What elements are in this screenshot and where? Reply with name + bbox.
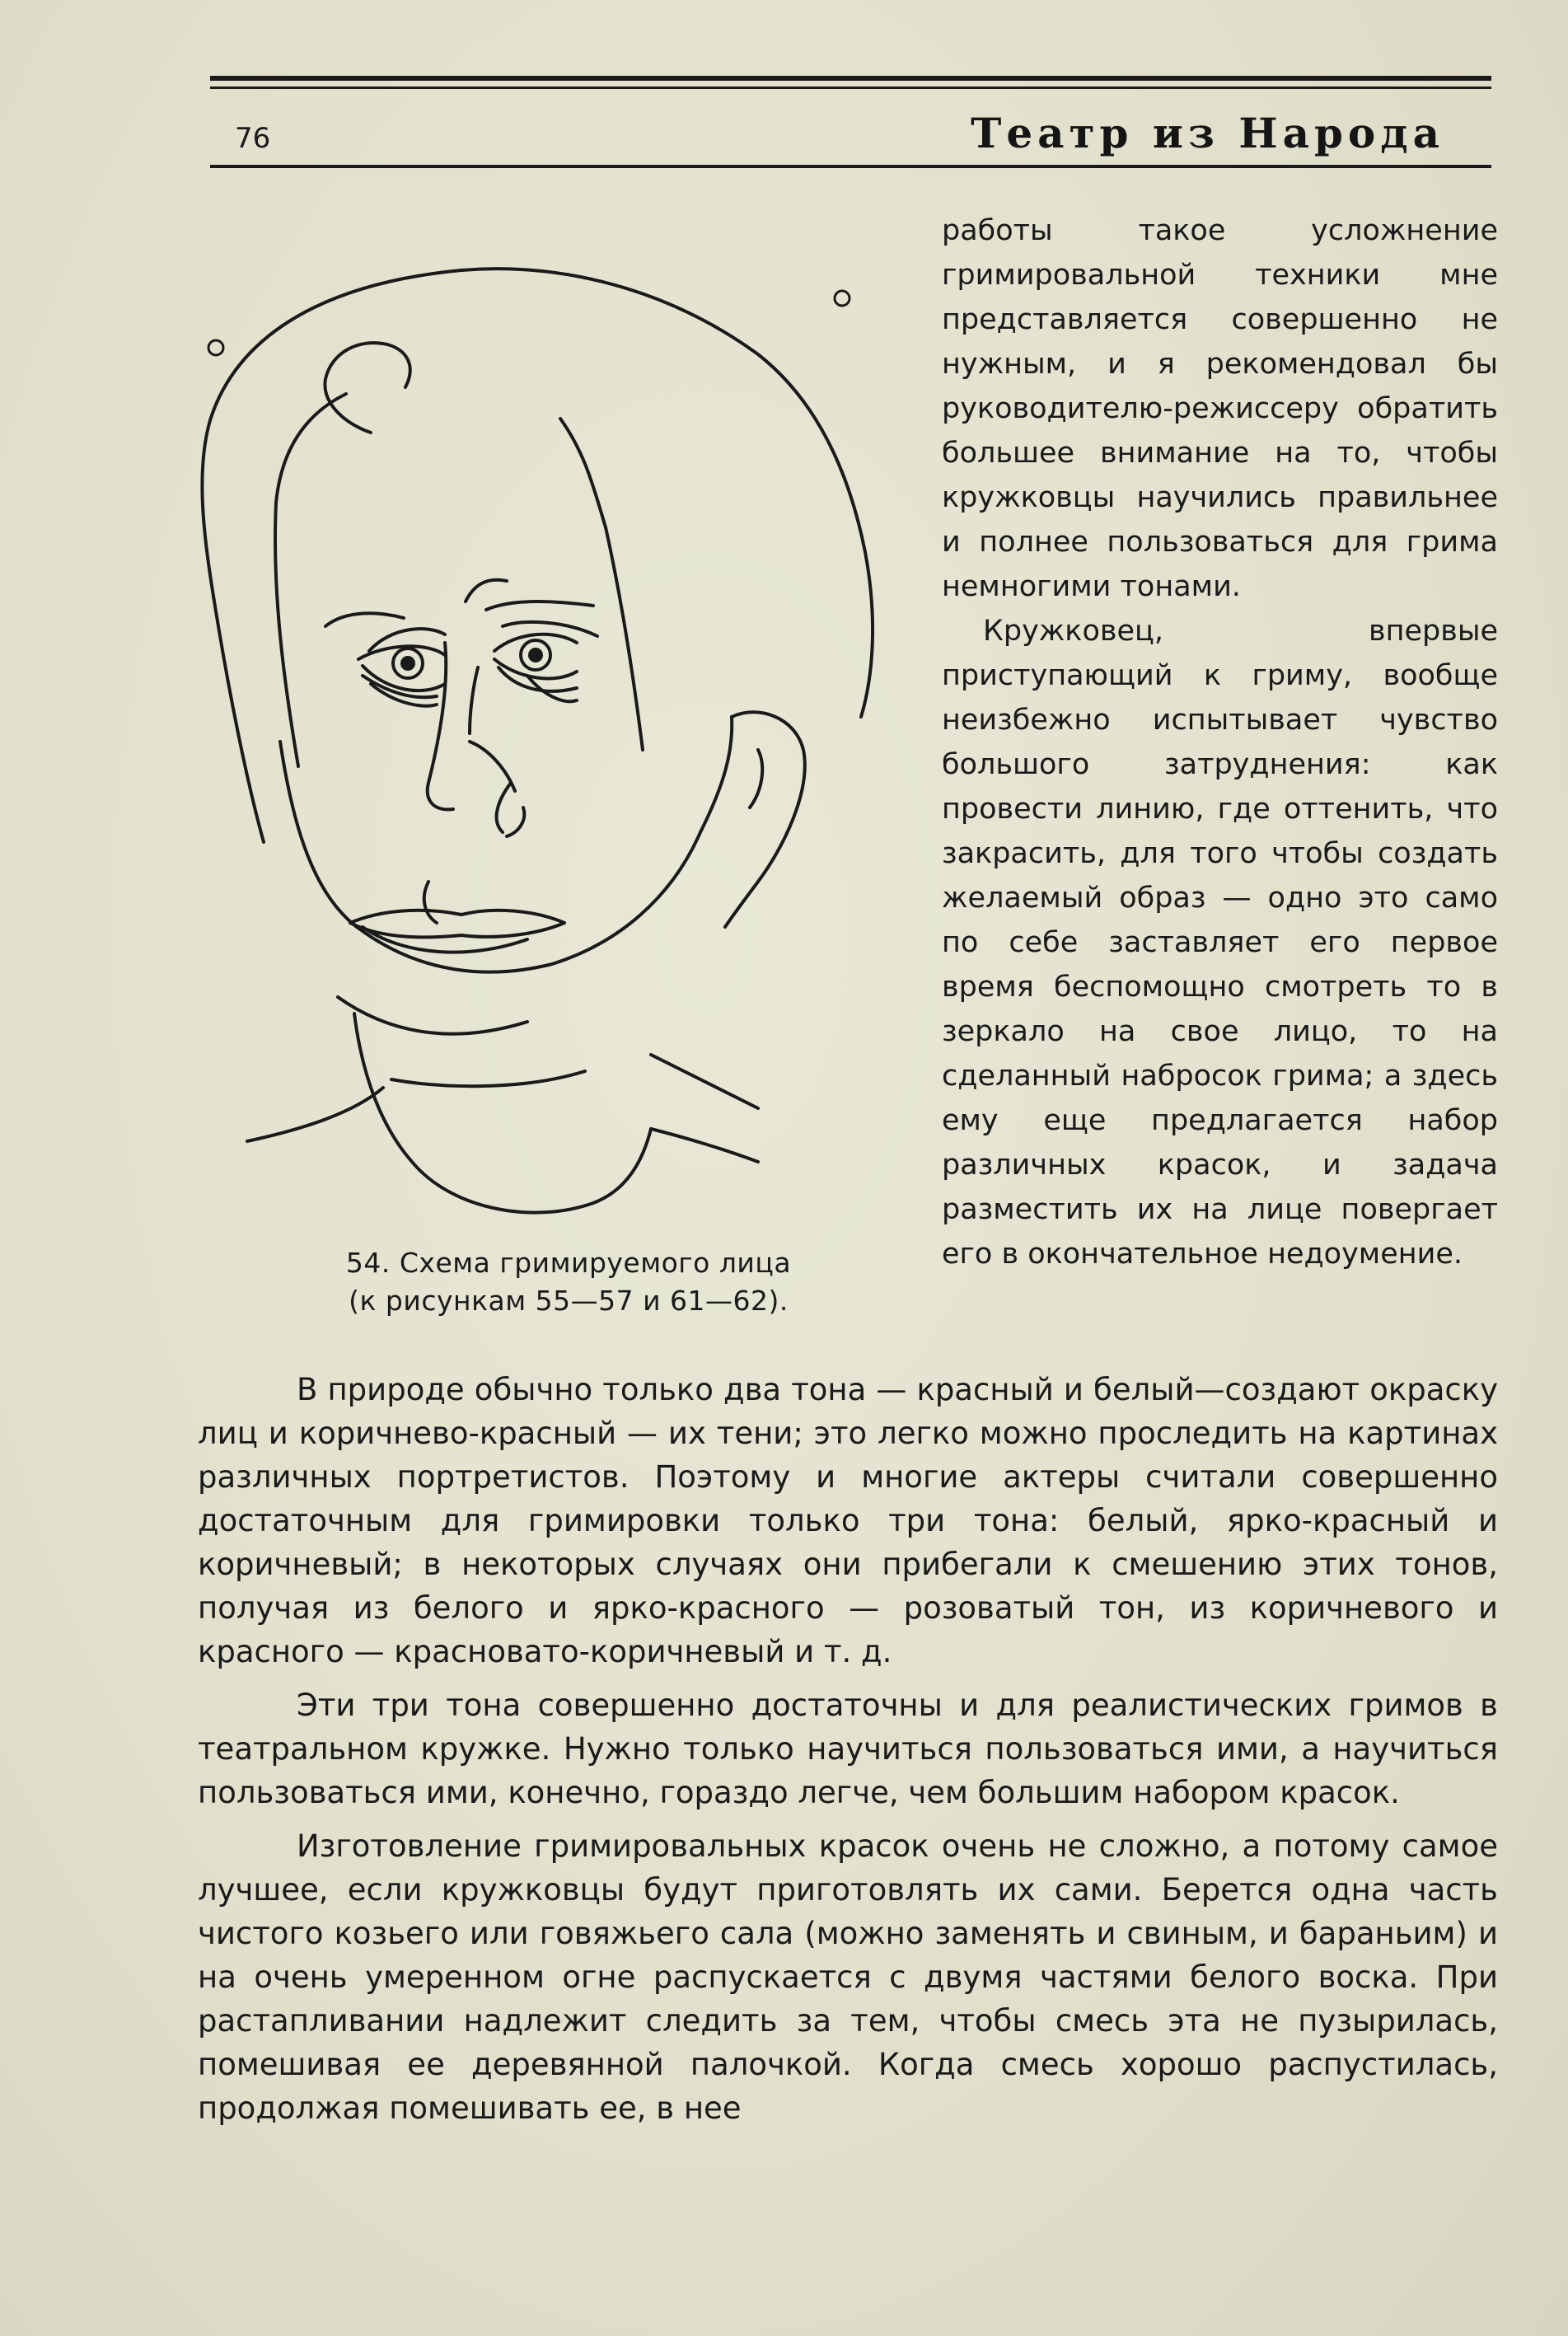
body-paragraph-2: Эти три тона совершенно достаточны и для реалистических гримов в театральном кружке. Нужно только научиться пользоваться ими, а научиться пользоваться ими, конечно, гораздо легче, чем большим набором красок. — [198, 1688, 1498, 1810]
column-paragraph-2: Кружковец, впервые приступающий к гриму, вообще неизбежно испытывает чувство большого затруднения: как провести линию, где оттенить, что закрасить, для того чтобы создать желаемый образ — одно это само по себе заставляет его первое время беспомощно смотреть то в зеркало на свое лицо, то на сделанный набросок грима; а здесь ему еще предлагается набор различных красок, и задача разместить их на лице повергает его в окончательное недоумение. — [942, 615, 1498, 1271]
right-column-text — [942, 208, 1498, 1276]
body-text — [198, 1368, 1498, 2130]
page-number: 76 — [235, 122, 271, 155]
column-paragraph-1: работы такое усложнение гримировальной техники мне представляется совершенно не нужным, и я рекомендовал бы руководителю-режиссеру обратить большее внимание на то, чтобы кружковцы научились правильнее и полнее пользоваться для грима немногими тонами. — [942, 214, 1498, 603]
caption-line-1: 54. Схема гримируемого лица — [345, 1247, 792, 1279]
caption-line-2: (к рисункам 55—57 и 61—62). — [349, 1285, 789, 1317]
face-line-drawing-icon — [190, 255, 906, 1236]
body-paragraph-3: Изготовление гримировальных красок очень не сложно, а потому самое лучшее, если кружковцы будут приготовлять их сами. Берется одна часть чистого козьего или говяжьего сала (можно заменять и свиным, и бараньим) и на очень умеренном огне распускается с двумя частями белого воска. При растапливании надлежит следить за тем, чтобы смесь эта не пузырилась, помешивая ее деревянной палочкой. Когда смесь хорошо распустилась, продолжая помешивать ее, в нее — [198, 1828, 1498, 2126]
header-rule-top — [210, 76, 1491, 81]
running-title: Театр из Народа — [971, 109, 1444, 157]
header-rule-bottom — [210, 165, 1491, 168]
figure-caption — [272, 1244, 865, 1320]
body-paragraph-1: В природе обычно только два тона — красный и белый—создают окраску лиц и коричнево-красный — их тени; это легко можно проследить на картинах различных портретистов. Поэтому и многие актеры считали совершенно достаточным для гримировки только три тона: белый, ярко-красный и коричневый; в некоторых случаях они прибегали к смешению этих тонов, получая из белого и ярко-красного — розоватый тон, из коричневого и красного — красновато-коричневый и т. д. — [198, 1372, 1498, 1669]
header-rule-top-thin — [210, 87, 1491, 89]
face-illustration — [190, 255, 906, 1236]
